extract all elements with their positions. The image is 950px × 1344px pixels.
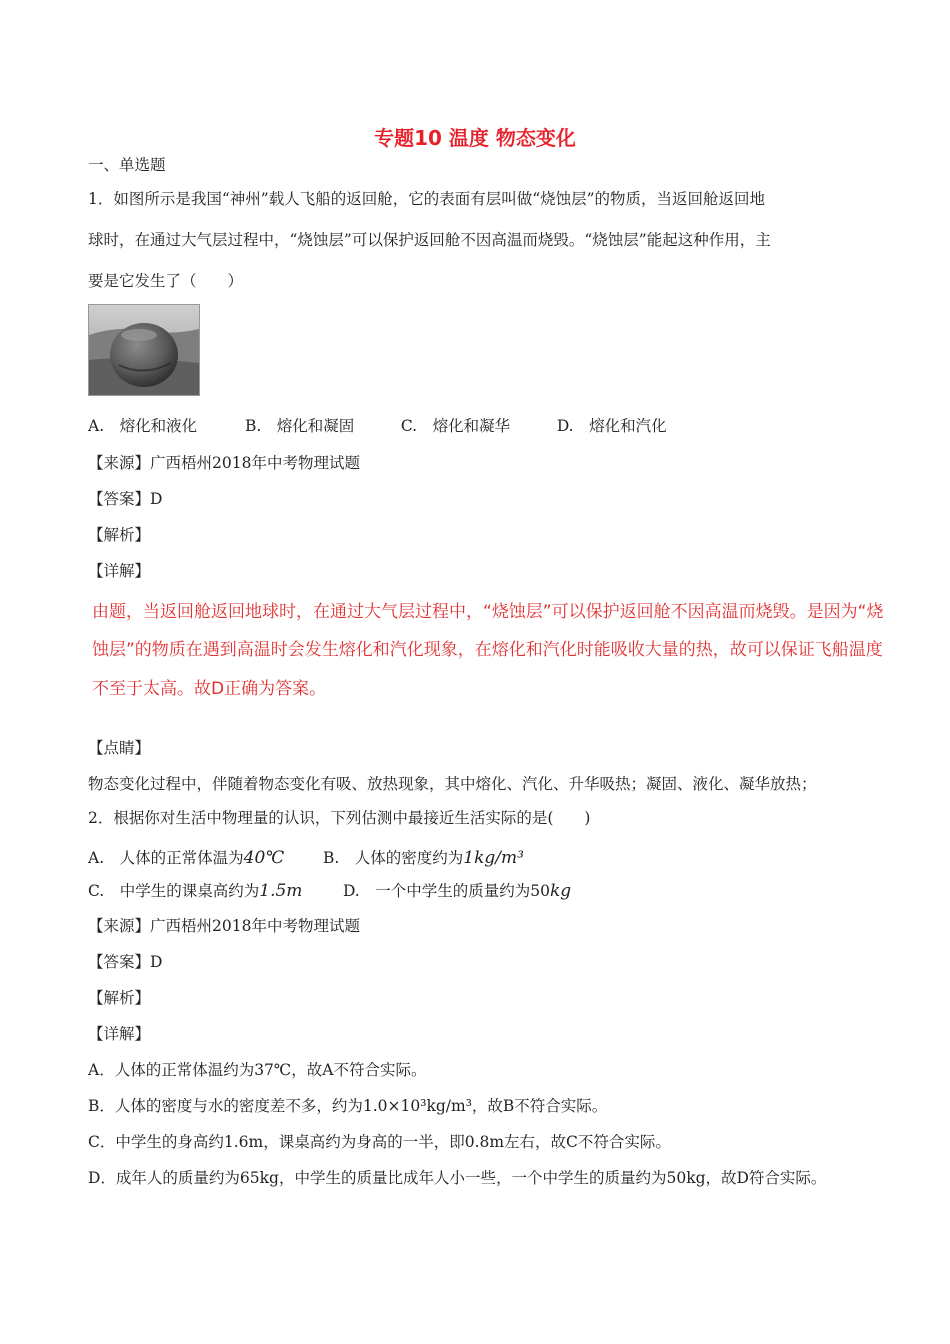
q2-detail-b: B．人体的密度与水的密度差不多，约为1.0×10³kg/m³，故B不符合实际。 <box>88 1097 608 1115</box>
q2-option-b-text: B. 人体的密度约为 <box>322 849 464 867</box>
capsule-image-icon <box>89 305 199 395</box>
q1-source: 【来源】广西梧州2018年中考物理试题 <box>88 454 360 472</box>
q2-option-c-text: C. 中学生的课桌高约为 <box>88 882 260 900</box>
q2-option-d-text: D. 一个中学生的质量约为50 <box>342 882 550 900</box>
q1-detail-line1: 由题，当返回舱返回地球时，在通过大气层过程中，“烧蚀层”可以保护返回舱不因高温而烧毁。是因为“烧 <box>92 602 884 622</box>
capsule-photo <box>88 304 200 396</box>
q1-text-line2: 球时，在通过大气层过程中，“烧蚀层”可以保护返回舱不因高温而烧毁。“烧蚀层”能起这种作用，主 <box>88 231 771 249</box>
q1-option-a[interactable]: A. 熔化和液化 <box>88 417 198 435</box>
q1-analysis-label: 【解析】 <box>88 526 151 544</box>
q2-option-a[interactable] <box>88 846 318 868</box>
q1-detail-label: 【详解】 <box>88 562 151 580</box>
q1-option-d[interactable]: D. 熔化和汽化 <box>556 417 667 435</box>
q2-option-d-unit: kg <box>549 881 572 901</box>
q1-detail-line3: 不至于太高。故D正确为答案。 <box>92 679 327 699</box>
q2-options-row1 <box>88 846 524 868</box>
q2-option-a-text: A. 人体的正常体温为 <box>88 849 244 867</box>
q2-option-b[interactable] <box>323 846 524 868</box>
page-title: 专题10 温度 物态变化 <box>374 126 576 150</box>
q1-tip-label: 【点睛】 <box>88 739 151 757</box>
q2-option-c-value: 1.5m <box>259 881 303 901</box>
q1-detail-line2: 蚀层”的物质在遇到高温时会发生熔化和汽化现象，在熔化和汽化时能吸收大量的热，故可以保证飞船温度 <box>92 640 883 660</box>
q2-detail-a: A．人体的正常体温约为37℃，故A不符合实际。 <box>88 1061 427 1079</box>
q1-option-c[interactable]: C. 熔化和凝华 <box>400 417 511 435</box>
q2-options-row2 <box>88 879 571 901</box>
q1-options <box>88 414 667 436</box>
q2-analysis-label: 【解析】 <box>88 989 151 1007</box>
q2-text: 2．根据你对生活中物理量的认识，下列估测中最接近生活实际的是( ) <box>88 809 591 827</box>
section-heading: 一、单选题 <box>88 156 166 174</box>
q2-option-a-value: 40℃ <box>243 848 285 868</box>
q1-answer: 【答案】D <box>88 490 163 508</box>
q1-option-b[interactable]: B. 熔化和凝固 <box>244 417 355 435</box>
q1-tip-line: 物态变化过程中，伴随着物态变化有吸、放热现象，其中熔化、汽化、升华吸热；凝固、液化、凝华放热； <box>88 775 817 793</box>
q2-option-b-value: 1kg/m³ <box>463 848 524 868</box>
q2-detail-d: D．成年人的质量约为65kg，中学生的质量比成年人小一些，一个中学生的质量约为50kg，故D符合实际。 <box>88 1169 827 1187</box>
q2-option-d[interactable] <box>343 879 571 901</box>
q1-text-line1: 1．如图所示是我国“神州”载人飞船的返回舱，它的表面有层叫做“烧蚀层”的物质，当返回舱返回地 <box>88 190 766 208</box>
q2-detail-label: 【详解】 <box>88 1025 151 1043</box>
q1-text-line3: 要是它发生了（ ） <box>88 272 244 290</box>
q2-option-c[interactable] <box>88 879 338 901</box>
q2-detail-c: C．中学生的身高约1.6m，课桌高约为身高的一半，即0.8m左右，故C不符合实际。 <box>88 1133 671 1151</box>
q2-source: 【来源】广西梧州2018年中考物理试题 <box>88 917 360 935</box>
q2-answer: 【答案】D <box>88 953 163 971</box>
